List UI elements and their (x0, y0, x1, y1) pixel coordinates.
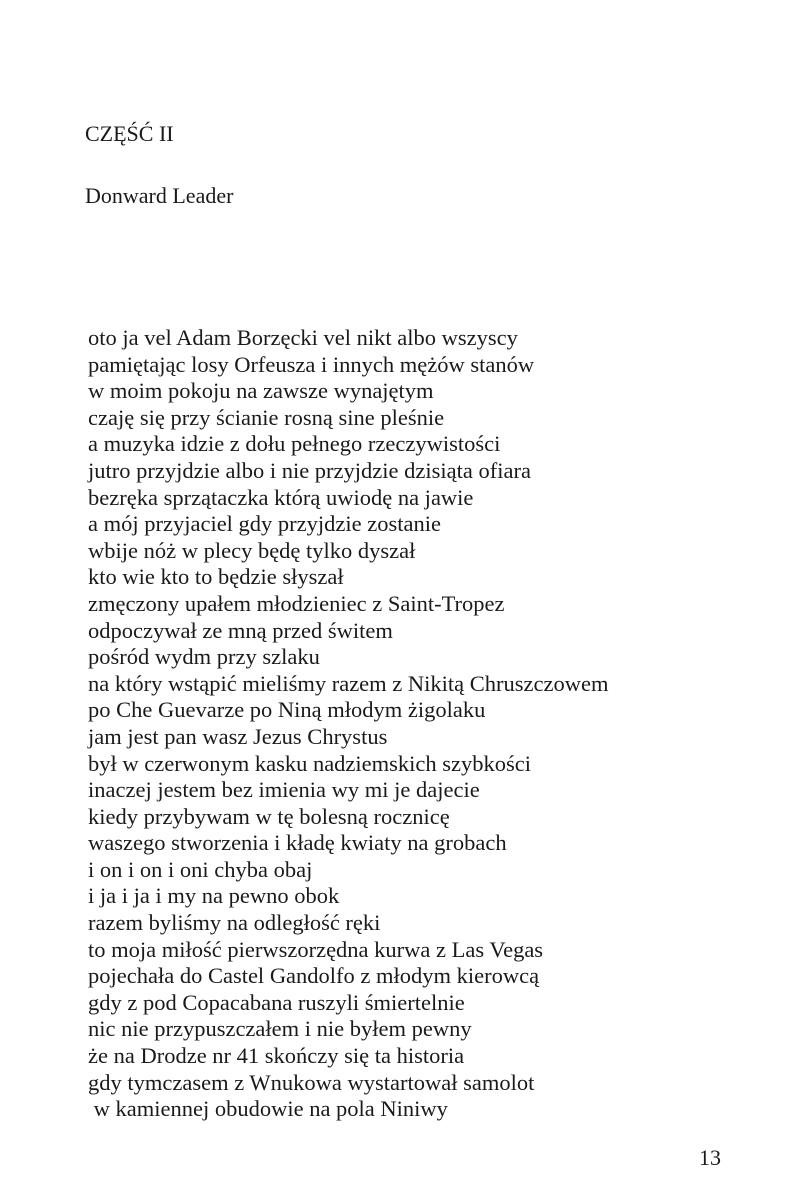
poem-line: pośród wydm przy szlaku (88, 644, 320, 670)
page-number: 13 (699, 1145, 721, 1170)
poem-line: w kamiennej obudowie na pola Niniwy (88, 1096, 448, 1122)
poem-line: odpoczywał ze mną przed świtem (88, 617, 393, 643)
poem-line: kto wie kto to będzie słyszał (88, 564, 344, 590)
poem-line: zmęczony upałem młodzieniec z Saint-Tropez (88, 590, 505, 616)
poem-line: na który wstąpić mieliśmy razem z Nikitą Chruszczowem (88, 670, 609, 696)
poem-line: czaję się przy ścianie rosną sine pleśnie (88, 404, 445, 430)
poem-line: inaczej jestem bez imienia wy mi je dajecie (88, 777, 480, 803)
poem-line: kiedy przybywam w tę bolesną rocznicę (88, 803, 450, 829)
poem-title: Donward Leader (85, 183, 234, 208)
poem-line: bezręka sprzątaczka którą uwiodę na jawie (88, 484, 474, 510)
poem-line: a mój przyjaciel gdy przyjdzie zostanie (88, 511, 441, 537)
poem-line: był w czerwonym kasku nadziemskich szybkości (88, 750, 532, 776)
poem-line: nic nie przypuszczałem i nie byłem pewny (88, 1016, 472, 1042)
poem-line: razem byliśmy na odległość ręki (88, 910, 381, 936)
poem-line: po Che Guevarze po Niną młodym żigolaku (88, 697, 486, 723)
poem-line: jam jest pan wasz Jezus Chrystus (88, 723, 388, 749)
poem-line: i ja i ja i my na pewno obok (88, 883, 340, 909)
poem-line: waszego stworzenia i kładę kwiaty na grobach (88, 830, 507, 856)
poem-line: gdy tymczasem z Wnukowa wystartował samolot (88, 1069, 535, 1095)
poem-line: że na Drodze nr 41 skończy się ta historia (88, 1043, 465, 1069)
poem-line: gdy z pod Copacabana ruszyli śmiertelnie (88, 989, 465, 1015)
poem-line: i on i on i oni chyba obaj (88, 856, 313, 882)
poem-line: pojechała do Castel Gandolfo z młodym kierowcą (88, 963, 540, 989)
poem-line: w moim pokoju na zawsze wynajętym (88, 378, 434, 404)
poem-line: to moja miłość pierwszorzędna kurwa z Las Vegas (88, 936, 544, 962)
poem-line: a muzyka idzie z dołu pełnego rzeczywistości (88, 431, 501, 457)
poem-body (88, 325, 608, 1123)
poem-line: oto ja vel Adam Borzęcki vel nikt albo wszyscy (88, 325, 518, 350)
part-heading: CZĘŚĆ II (85, 121, 174, 146)
poem-line: jutro przyjdzie albo i nie przyjdzie dzisiąta ofiara (88, 457, 531, 483)
poem-line: wbije nóż w plecy będę tylko dyszał (88, 537, 416, 563)
poem-line: pamiętając losy Orfeusza i innych mężów stanów (88, 351, 535, 377)
